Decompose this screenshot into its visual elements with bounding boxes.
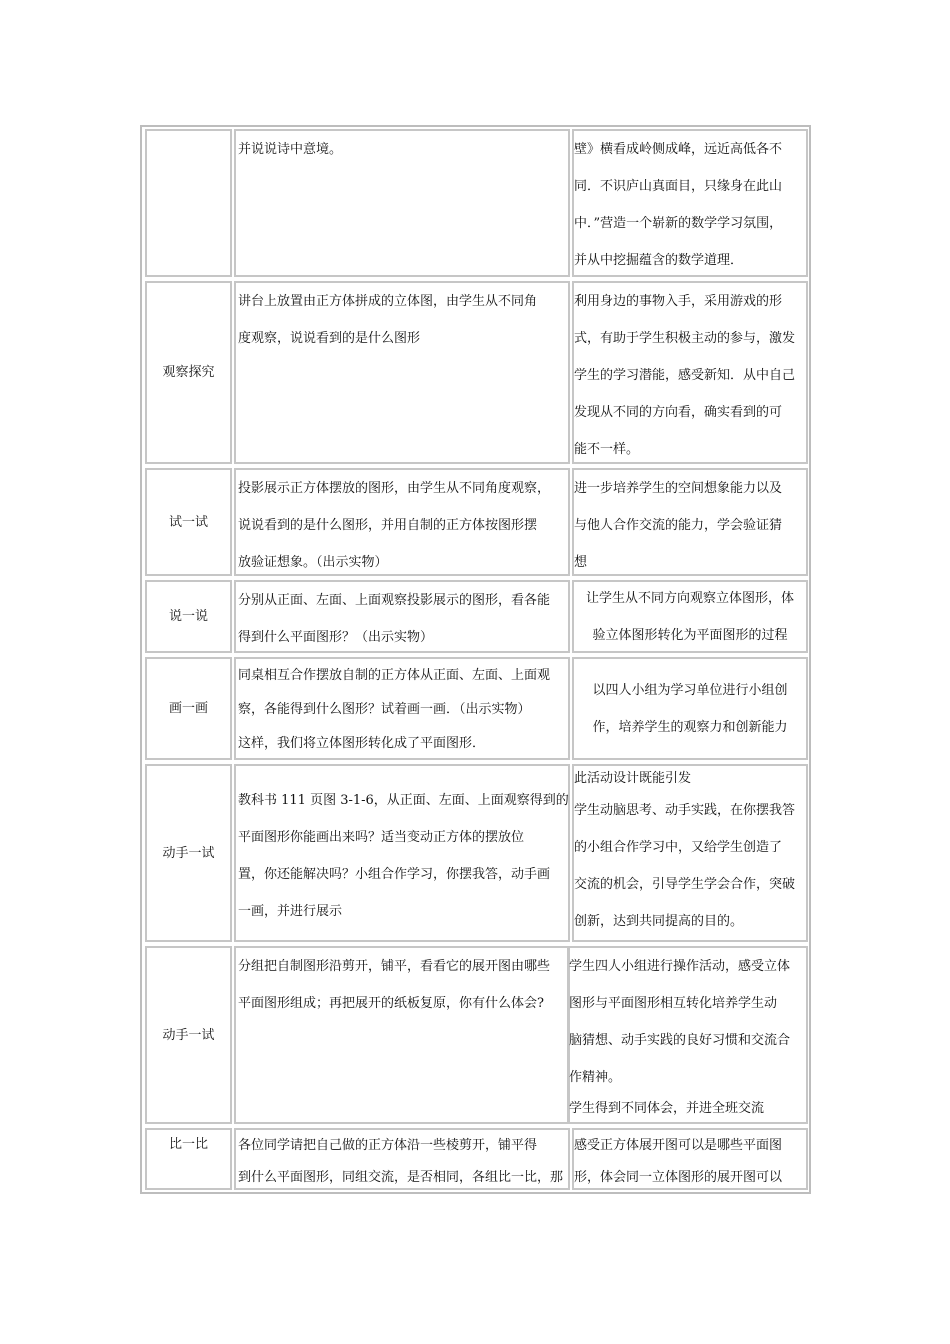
activity-line: 分别从正面、左面、上面观察投影展示的图形，看各能 xyxy=(238,593,551,608)
stage-cell: 观察探究 xyxy=(145,281,232,464)
stage-cell: 动手一试 xyxy=(145,946,232,1124)
activity-line: 教科书 111 页图 3-1-6，从正面、左面、上面观察得到的 xyxy=(238,793,569,808)
intent-line: 与他人合作交流的能力，学会验证猜 xyxy=(574,518,783,533)
intent-line: 进一步培养学生的空间想象能力以及 xyxy=(574,481,783,496)
table-row xyxy=(142,944,809,1126)
activity-line: 察，各能得到什么图形？试着画一画．（出示实物） xyxy=(238,702,531,717)
stage-cell: 画一画 xyxy=(145,657,232,760)
activity-line: 平面图形组成；再把展开的纸板复原，你有什么体会? xyxy=(238,996,544,1011)
activity-line: 讲台上放置由正方体拼成的立体图，由学生从不同角 xyxy=(238,294,538,309)
intent-line: 中．”营造一个崭新的数学学习氛围， xyxy=(574,216,783,231)
intent-line: 形，体会同一立体图形的展开图可以 xyxy=(574,1170,783,1185)
table-row xyxy=(142,1126,809,1192)
intent-line: 图形与平面图形相互转化培养学生动 xyxy=(569,996,778,1011)
intent-cell xyxy=(572,657,808,760)
table-row xyxy=(142,127,809,279)
activity-line: 一画，并进行展示 xyxy=(238,904,343,919)
intent-line: 让学生从不同方向观察立体图形，体 xyxy=(585,590,794,606)
intent-line: 想 xyxy=(574,555,588,570)
intent-line: 此活动设计既能引发 xyxy=(574,771,692,786)
activity-line: 到什么平面图形，同组交流，是否相同，各组比一比，那 xyxy=(238,1170,564,1185)
activity-cell xyxy=(234,468,570,576)
intent-line: 学生四人小组进行操作活动，感受立体 xyxy=(569,959,791,974)
activity-cell xyxy=(234,1128,570,1190)
table-row xyxy=(142,279,809,466)
table-row xyxy=(142,578,809,655)
intent-line: 验立体图形转化为平面图形的过程 xyxy=(592,627,788,643)
activity-line: 投影展示正方体摆放的图形，由学生从不同角度观察， xyxy=(238,481,551,496)
intent-line: 作精神。 xyxy=(569,1070,622,1085)
intent-line: 发现从不同的方向看，确实看到的可 xyxy=(574,405,783,420)
activity-line: 置，你还能解决吗？小组合作学习，你摆我答，动手画 xyxy=(238,867,551,882)
intent-line: 并从中挖掘蕴含的数学道理． xyxy=(574,253,744,268)
intent-line: 能不一样。 xyxy=(574,442,640,457)
intent-line: 感受正方体展开图可以是哪些平面图 xyxy=(574,1138,783,1153)
activity-line: 得到什么平面图形？（出示实物） xyxy=(238,630,434,645)
stage-cell: 说一说 xyxy=(145,580,232,653)
activity-line: 并说说诗中意境。 xyxy=(238,142,343,157)
activity-cell xyxy=(234,946,570,1124)
activity-line: 分组把自制图形沿剪开，铺平，看看它的展开图由哪些 xyxy=(238,959,551,974)
intent-line: 学生得到不同体会，并进全班交流 xyxy=(569,1101,765,1116)
intent-cell xyxy=(572,580,808,653)
intent-cell xyxy=(572,129,808,277)
activity-cell xyxy=(234,764,570,942)
intent-line: 式，有助于学生积极主动的参与，激发 xyxy=(574,331,796,346)
activity-cell xyxy=(234,281,570,464)
activity-line: 各位同学请把自己做的正方体沿一些棱剪开，铺平得 xyxy=(238,1138,538,1153)
intent-line: 交流的机会，引导学生学会合作，突破 xyxy=(574,877,796,892)
activity-line: 同桌相互合作摆放自制的正方体从正面、左面、上面观 xyxy=(238,668,551,683)
intent-line: 的小组合作学习中，又给学生创造了 xyxy=(574,840,783,855)
activity-line: 度观察，说说看到的是什么图形 xyxy=(238,331,421,346)
intent-line: 学生动脑思考、动手实践，在你摆我答 xyxy=(574,803,796,818)
table-row xyxy=(142,466,809,578)
intent-line: 壁》横看成岭侧成峰，远近高低各不 xyxy=(574,142,783,157)
intent-line: 脑猜想、动手实践的良好习惯和交流合 xyxy=(569,1033,791,1048)
intent-cell xyxy=(572,764,808,942)
intent-line: 同．不识庐山真面目，只缘身在此山 xyxy=(574,179,783,194)
intent-line: 创新，达到共同提高的目的。 xyxy=(574,914,744,929)
intent-cell xyxy=(567,946,808,1124)
activity-cell xyxy=(234,129,570,277)
table-row xyxy=(142,655,809,762)
intent-line: 以四人小组为学习单位进行小组创 xyxy=(592,682,788,698)
intent-cell xyxy=(572,1128,808,1190)
activity-cell xyxy=(234,657,570,760)
stage-cell: 比一比 xyxy=(145,1128,232,1190)
activity-line: 放验证想象。（出示实物） xyxy=(238,555,388,570)
intent-line: 学生的学习潜能，感受新知．从中自己 xyxy=(574,368,796,383)
table-row xyxy=(142,762,809,944)
activity-line: 说说看到的是什么图形，并用自制的正方体按图形摆 xyxy=(238,518,538,533)
activity-line: 平面图形你能画出来吗？适当变动正方体的摆放位 xyxy=(238,830,525,845)
stage-cell xyxy=(145,129,232,277)
stage-cell: 动手一试 xyxy=(145,764,232,942)
lesson-plan-table xyxy=(140,125,811,1194)
intent-cell xyxy=(572,281,808,464)
stage-cell: 试一试 xyxy=(145,468,232,576)
activity-line: 这样，我们将立体图形转化成了平面图形． xyxy=(238,736,486,751)
activity-cell xyxy=(234,580,570,653)
intent-line: 作，培养学生的观察力和创新能力 xyxy=(592,719,788,735)
intent-cell xyxy=(572,468,808,576)
intent-line: 利用身边的事物入手，采用游戏的形 xyxy=(574,294,783,309)
